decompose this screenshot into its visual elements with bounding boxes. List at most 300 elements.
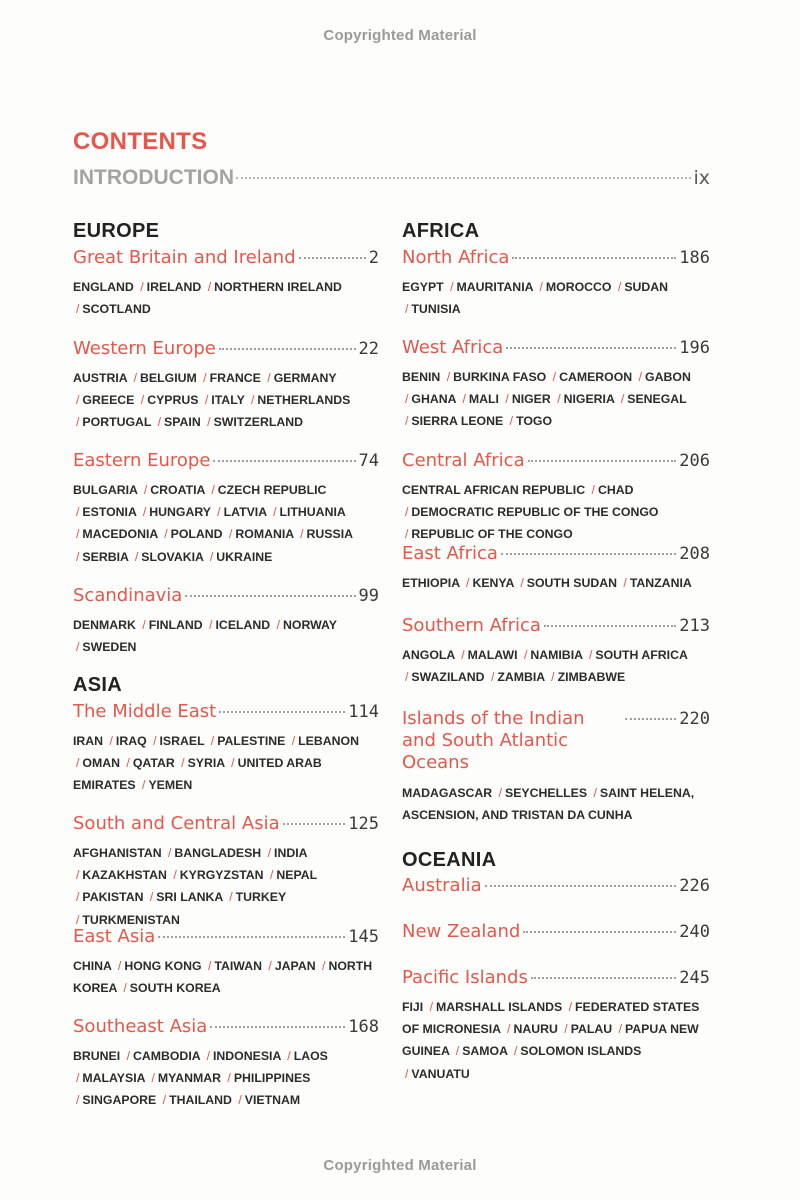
- country-list: [73, 842, 379, 931]
- separator: /: [151, 1071, 155, 1086]
- separator: /: [142, 505, 147, 520]
- country-list: [73, 1045, 379, 1112]
- country-name: SRI LANKA: [156, 890, 223, 905]
- country-name: CAMBODIA: [132, 1049, 201, 1063]
- toc-entry-south-and-central-asia: [73, 813, 379, 931]
- separator: /: [231, 756, 235, 771]
- entry-title: Scandinavia: [73, 585, 183, 606]
- country-list: [402, 644, 710, 688]
- entry-title: Western Europe: [73, 338, 216, 359]
- separator: /: [405, 527, 409, 542]
- country-name: MADAGASCAR: [402, 786, 493, 800]
- country-name: MAURITANIA: [456, 280, 534, 294]
- toc-link-north-africa[interactable]: [402, 247, 710, 268]
- country-name: SLOVAKIA: [141, 549, 204, 564]
- separator: /: [164, 527, 168, 542]
- separator: /: [76, 302, 80, 317]
- toc-link-eastern-europe[interactable]: [73, 450, 379, 471]
- country-name: SIERRA LEONE: [411, 414, 504, 429]
- toc-entry-islands-of-the-indian-and-south-atlantic-oceans: [402, 708, 710, 826]
- country-name: NETHERLANDS: [257, 393, 351, 408]
- country-name: MYANMAR: [157, 1071, 221, 1086]
- separator: /: [250, 393, 255, 408]
- separator: /: [466, 576, 470, 590]
- country-name: DENMARK: [73, 618, 136, 632]
- separator: /: [620, 392, 625, 407]
- separator: /: [76, 912, 80, 927]
- country-name: MALAWI: [467, 648, 518, 662]
- country-list: [73, 479, 379, 568]
- country-name: BELGIUM: [140, 371, 197, 385]
- country-list: [73, 276, 379, 320]
- country-name: TURKEY: [235, 890, 286, 905]
- country-name: CENTRAL AFRICAN REPUBLIC: [402, 483, 586, 497]
- entry-page-number: 245: [679, 968, 710, 988]
- country-name: CHAD: [597, 483, 634, 497]
- country-name: SCOTLAND: [82, 302, 151, 317]
- entry-page-number: 208: [679, 544, 710, 564]
- separator: /: [217, 505, 221, 520]
- country-name: HUNGARY: [149, 505, 211, 520]
- entry-title: Islands of the Indian and South Atlantic Oceans: [402, 708, 585, 773]
- entry-page-number: 206: [679, 451, 710, 471]
- country-name: PALESTINE: [217, 734, 286, 748]
- separator: /: [117, 959, 122, 973]
- separator: /: [269, 868, 274, 883]
- toc-entry-west-africa: [402, 337, 710, 433]
- separator: /: [76, 527, 80, 542]
- toc-entry-new-zealand: [402, 921, 710, 942]
- separator: /: [455, 1044, 460, 1059]
- separator: /: [76, 890, 80, 905]
- separator: /: [276, 618, 281, 632]
- toc-link-pacific-islands[interactable]: [402, 967, 710, 988]
- country-name: SWAZILAND: [411, 670, 485, 685]
- country-name: BENIN: [402, 370, 441, 384]
- separator: /: [623, 576, 627, 590]
- introduction-page: ix: [693, 167, 710, 189]
- country-name: PORTUGAL: [82, 415, 152, 430]
- entry-title: West Africa: [402, 337, 504, 358]
- country-name: SAMOA: [462, 1044, 508, 1059]
- toc-link-new-zealand[interactable]: [402, 921, 710, 942]
- toc-link-western-europe[interactable]: [73, 338, 379, 359]
- country-list: [402, 572, 710, 594]
- separator: /: [142, 778, 146, 793]
- entry-title: Eastern Europe: [73, 450, 211, 471]
- dot-leader: [506, 347, 676, 349]
- separator: /: [513, 1044, 518, 1059]
- separator: /: [405, 670, 409, 685]
- country-name: SENEGAL: [627, 392, 687, 407]
- country-name: ROMANIA: [235, 527, 294, 542]
- country-name: ZAMBIA: [497, 670, 545, 685]
- entry-title: South and Central Asia: [73, 813, 280, 834]
- separator: /: [268, 959, 272, 973]
- country-name: TAIWAN: [214, 959, 262, 973]
- entry-page-number: 125: [348, 814, 379, 834]
- dot-leader: [501, 553, 676, 555]
- dot-leader: [544, 625, 676, 627]
- separator: /: [210, 734, 215, 748]
- country-name: ZIMBABWE: [557, 670, 626, 685]
- separator: /: [76, 1071, 80, 1086]
- region-title-europe: EUROPE: [73, 220, 160, 242]
- separator: /: [552, 370, 557, 384]
- country-name: ETHIOPIA: [402, 576, 460, 590]
- separator: /: [140, 393, 145, 408]
- country-list: [73, 614, 379, 658]
- separator: /: [76, 640, 80, 655]
- toc-entry-western-europe: [73, 338, 379, 434]
- separator: /: [76, 415, 80, 430]
- toc-entry-scandinavia: [73, 585, 379, 658]
- dot-leader: [283, 823, 346, 825]
- country-name: ITALY: [211, 393, 245, 408]
- toc-entry-east-africa: [402, 543, 710, 594]
- country-name: CAMEROON: [559, 370, 633, 384]
- toc-entry-east-asia: [73, 926, 379, 999]
- country-name: NORTH KOREA: [73, 959, 373, 996]
- country-name: TURKMENISTAN: [82, 912, 180, 927]
- separator: /: [291, 734, 296, 748]
- separator: /: [405, 392, 409, 407]
- country-name: POLAND: [170, 527, 223, 542]
- entry-page-number: 145: [348, 927, 379, 947]
- country-name: BURKINA FASO: [453, 370, 547, 384]
- toc-link-southeast-asia[interactable]: [73, 1016, 379, 1037]
- country-list: [402, 782, 710, 826]
- toc-link-australia[interactable]: [402, 875, 710, 896]
- country-name: MALAYSIA: [82, 1071, 146, 1086]
- country-name: HONG KONG: [124, 959, 202, 973]
- toc-link-great-britain-and-ireland[interactable]: [73, 247, 379, 268]
- country-list: [402, 276, 710, 320]
- entry-page-number: 22: [358, 339, 379, 359]
- separator: /: [446, 370, 451, 384]
- separator: /: [322, 959, 326, 973]
- dot-leader: [158, 936, 345, 938]
- separator: /: [173, 868, 177, 883]
- toc-entry-great-britain-and-ireland: [73, 247, 379, 320]
- separator: /: [203, 371, 207, 385]
- country-name: OMAN: [82, 756, 120, 771]
- toc-entry-southern-africa: [402, 615, 710, 688]
- separator: /: [228, 527, 233, 542]
- separator: /: [206, 1049, 210, 1063]
- separator: /: [209, 618, 213, 632]
- separator: /: [123, 981, 127, 996]
- separator: /: [181, 756, 185, 771]
- separator: /: [557, 392, 561, 407]
- separator: /: [109, 734, 113, 748]
- country-name: EGYPT: [402, 280, 444, 294]
- entry-page-number: 99: [358, 586, 379, 606]
- separator: /: [162, 1093, 167, 1108]
- country-name: SYRIA: [187, 756, 225, 771]
- separator: /: [76, 549, 80, 564]
- country-name: SOLOMON ISLANDS: [520, 1044, 642, 1059]
- country-name: SUDAN: [624, 280, 669, 294]
- country-name: SOUTH AFRICA: [595, 648, 688, 662]
- entry-title: The Middle East: [73, 701, 217, 722]
- toc-link-southern-africa[interactable]: [402, 615, 710, 636]
- toc-link-east-asia[interactable]: [73, 926, 379, 947]
- separator: /: [209, 549, 214, 564]
- entry-page-number: 168: [348, 1017, 379, 1037]
- entry-page-number: 114: [348, 702, 379, 722]
- introduction-label: INTRODUCTION: [73, 166, 234, 189]
- watermark-top: Copyrighted Material: [323, 27, 477, 44]
- country-name: ESTONIA: [82, 505, 137, 520]
- separator: /: [143, 483, 148, 497]
- country-name: JAPAN: [274, 959, 316, 973]
- toc-link-the-middle-east[interactable]: [73, 701, 379, 722]
- country-name: PHILIPPINES: [233, 1071, 311, 1086]
- country-name: CZECH REPUBLIC: [217, 483, 327, 497]
- entry-title: Great Britain and Ireland: [73, 247, 296, 268]
- country-name: FEDERATED STATES OF MICRONESIA: [402, 1000, 700, 1037]
- country-name: CYPRUS: [147, 393, 199, 408]
- country-name: SPAIN: [164, 415, 201, 430]
- country-name: SWEDEN: [82, 640, 137, 655]
- separator: /: [450, 280, 454, 294]
- country-name: FIJI: [402, 1000, 424, 1014]
- entry-title: Southeast Asia: [73, 1016, 208, 1037]
- separator: /: [405, 302, 409, 317]
- country-name: NAURU: [513, 1022, 558, 1037]
- toc-entry-the-middle-east: [73, 701, 379, 797]
- country-name: BULGARIA: [73, 483, 138, 497]
- country-name: CROATIA: [150, 483, 205, 497]
- toc-entry-southeast-asia: [73, 1016, 379, 1112]
- dot-leader: [531, 977, 676, 979]
- separator: /: [462, 392, 466, 407]
- country-name: GERMANY: [273, 371, 337, 385]
- country-list: [73, 367, 379, 434]
- country-name: MALI: [468, 392, 499, 407]
- country-name: VANUATU: [411, 1066, 470, 1081]
- country-name: IRAN: [73, 734, 104, 748]
- country-name: ICELAND: [215, 618, 271, 632]
- separator: /: [287, 1049, 291, 1063]
- entry-title: Australia: [402, 875, 482, 896]
- entry-page-number: 226: [679, 876, 710, 896]
- country-name: UKRAINE: [216, 549, 273, 564]
- separator: /: [405, 1066, 409, 1081]
- toc-entry-pacific-islands: [402, 967, 710, 1085]
- dot-leader: [528, 460, 677, 462]
- toc-link-central-africa[interactable]: [402, 450, 710, 471]
- country-name: GREECE: [82, 393, 135, 408]
- separator: /: [273, 505, 277, 520]
- separator: /: [498, 786, 503, 800]
- country-name: MARSHALL ISLANDS: [436, 1000, 563, 1014]
- toc-entry-central-africa: [402, 450, 710, 546]
- region-title-asia: ASIA: [73, 674, 122, 696]
- country-name: ISRAEL: [159, 734, 205, 748]
- country-name: BRUNEI: [73, 1049, 121, 1063]
- separator: /: [140, 280, 144, 294]
- separator: /: [461, 648, 465, 662]
- entry-title: East Asia: [73, 926, 156, 947]
- separator: /: [429, 1000, 434, 1014]
- country-name: TANZANIA: [629, 576, 692, 590]
- separator: /: [520, 576, 524, 590]
- country-name: SEYCHELLES: [505, 786, 588, 800]
- entry-page-number: 220: [679, 709, 710, 729]
- country-name: TOGO: [516, 414, 553, 429]
- contents-heading: CONTENTS: [73, 128, 208, 155]
- country-name: NORTHERN IRELAND: [214, 280, 342, 294]
- country-list: [73, 730, 379, 797]
- separator: /: [153, 734, 157, 748]
- separator: /: [300, 527, 304, 542]
- separator: /: [568, 1000, 573, 1014]
- separator: /: [76, 756, 80, 771]
- country-name: KENYA: [472, 576, 514, 590]
- separator: /: [142, 618, 146, 632]
- country-name: REPUBLIC OF THE CONGO: [411, 527, 573, 542]
- toc-link-south-and-central-asia[interactable]: [73, 813, 379, 834]
- dot-leader: [185, 595, 355, 597]
- dot-leader: [299, 257, 366, 259]
- country-name: NIGER: [511, 392, 551, 407]
- country-name: PAPUA NEW GUINEA: [402, 1022, 699, 1059]
- country-name: THAILAND: [169, 1093, 232, 1108]
- country-name: SOUTH SUDAN: [526, 576, 617, 590]
- country-name: SAINT HELENA, ASCENSION, AND TRISTAN DA CUNHA: [402, 786, 695, 823]
- country-name: YEMEN: [148, 778, 193, 793]
- separator: /: [238, 1093, 242, 1108]
- toc-link-scandinavia[interactable]: [73, 585, 379, 606]
- country-name: CHINA: [73, 959, 112, 973]
- country-name: SWITZERLAND: [213, 415, 304, 430]
- dot-leader: [485, 885, 677, 887]
- separator: /: [204, 393, 209, 408]
- region-title-oceania: OCEANIA: [402, 849, 497, 871]
- separator: /: [207, 280, 212, 294]
- country-name: NEPAL: [276, 868, 317, 883]
- entry-title: New Zealand: [402, 921, 521, 942]
- entry-page-number: 196: [679, 338, 710, 358]
- country-name: INDONESIA: [213, 1049, 281, 1063]
- separator: /: [133, 371, 138, 385]
- dot-leader: [219, 348, 356, 350]
- country-name: IRAQ: [115, 734, 147, 748]
- country-name: LAOS: [293, 1049, 328, 1063]
- separator: /: [507, 1022, 511, 1037]
- entry-page-number: 186: [679, 248, 710, 268]
- separator: /: [564, 1022, 568, 1037]
- region-title-africa: AFRICA: [402, 220, 480, 242]
- separator: /: [539, 280, 543, 294]
- watermark-bottom: Copyrighted Material: [323, 1157, 477, 1174]
- country-name: AFGHANISTAN: [73, 846, 162, 860]
- country-name: SINGAPORE: [82, 1093, 157, 1108]
- country-name: SOUTH KOREA: [129, 981, 221, 996]
- toc-entry-eastern-europe: [73, 450, 379, 568]
- entry-title: North Africa: [402, 247, 510, 268]
- entry-page-number: 74: [358, 451, 379, 471]
- entry-page-number: 213: [679, 616, 710, 636]
- country-name: LITHUANIA: [279, 505, 346, 520]
- separator: /: [509, 414, 514, 429]
- country-list: [402, 996, 710, 1085]
- toc-entry-north-africa: [402, 247, 710, 320]
- separator: /: [617, 280, 622, 294]
- entry-title: Southern Africa: [402, 615, 541, 636]
- separator: /: [593, 786, 597, 800]
- country-name: NIGERIA: [563, 392, 615, 407]
- country-name: RUSSIA: [306, 527, 353, 542]
- separator: /: [76, 1093, 80, 1108]
- separator: /: [126, 756, 130, 771]
- separator: /: [588, 648, 593, 662]
- separator: /: [76, 868, 80, 883]
- country-list: [402, 366, 710, 433]
- separator: /: [523, 648, 528, 662]
- entry-title: Pacific Islands: [402, 967, 528, 988]
- country-name: LATVIA: [223, 505, 267, 520]
- dot-leader: [625, 718, 676, 720]
- separator: /: [207, 959, 212, 973]
- separator: /: [157, 415, 162, 430]
- entry-title: East Africa: [402, 543, 498, 564]
- separator: /: [168, 846, 172, 860]
- dot-leader: [512, 257, 676, 259]
- country-name: PAKISTAN: [82, 890, 144, 905]
- country-name: PALAU: [570, 1022, 613, 1037]
- country-name: MOROCCO: [545, 280, 612, 294]
- separator: /: [591, 483, 595, 497]
- country-name: FRANCE: [209, 371, 261, 385]
- country-name: GHANA: [411, 392, 457, 407]
- country-name: ENGLAND: [73, 280, 134, 294]
- toc-entry-australia: [402, 875, 710, 896]
- country-name: VIETNAM: [244, 1093, 301, 1108]
- separator: /: [134, 549, 139, 564]
- separator: /: [76, 393, 80, 408]
- country-name: NAMIBIA: [530, 648, 583, 662]
- country-name: BANGLADESH: [174, 846, 262, 860]
- country-name: GABON: [645, 370, 691, 384]
- separator: /: [227, 1071, 231, 1086]
- country-name: TUNISIA: [411, 302, 461, 317]
- country-name: INDIA: [274, 846, 308, 860]
- separator: /: [505, 392, 509, 407]
- dot-leader: [523, 931, 676, 933]
- separator: /: [618, 1022, 622, 1037]
- entry-title: Central Africa: [402, 450, 525, 471]
- separator: /: [490, 670, 495, 685]
- separator: /: [267, 371, 271, 385]
- country-list: [402, 479, 710, 546]
- toc-link-west-africa[interactable]: [402, 337, 710, 358]
- separator: /: [76, 505, 80, 520]
- country-name: KAZAKHSTAN: [82, 868, 167, 883]
- entry-page-number: 240: [679, 922, 710, 942]
- dot-leader: [236, 177, 691, 179]
- country-name: QATAR: [132, 756, 175, 771]
- toc-link-east-africa[interactable]: [402, 543, 710, 564]
- separator: /: [211, 483, 215, 497]
- dot-leader: [219, 711, 345, 713]
- country-name: SERBIA: [82, 549, 129, 564]
- country-name: IRELAND: [146, 280, 202, 294]
- toc-link-islands-of-the-indian-and-south-atlantic-oceans[interactable]: [402, 708, 710, 774]
- introduction-row[interactable]: [73, 166, 710, 190]
